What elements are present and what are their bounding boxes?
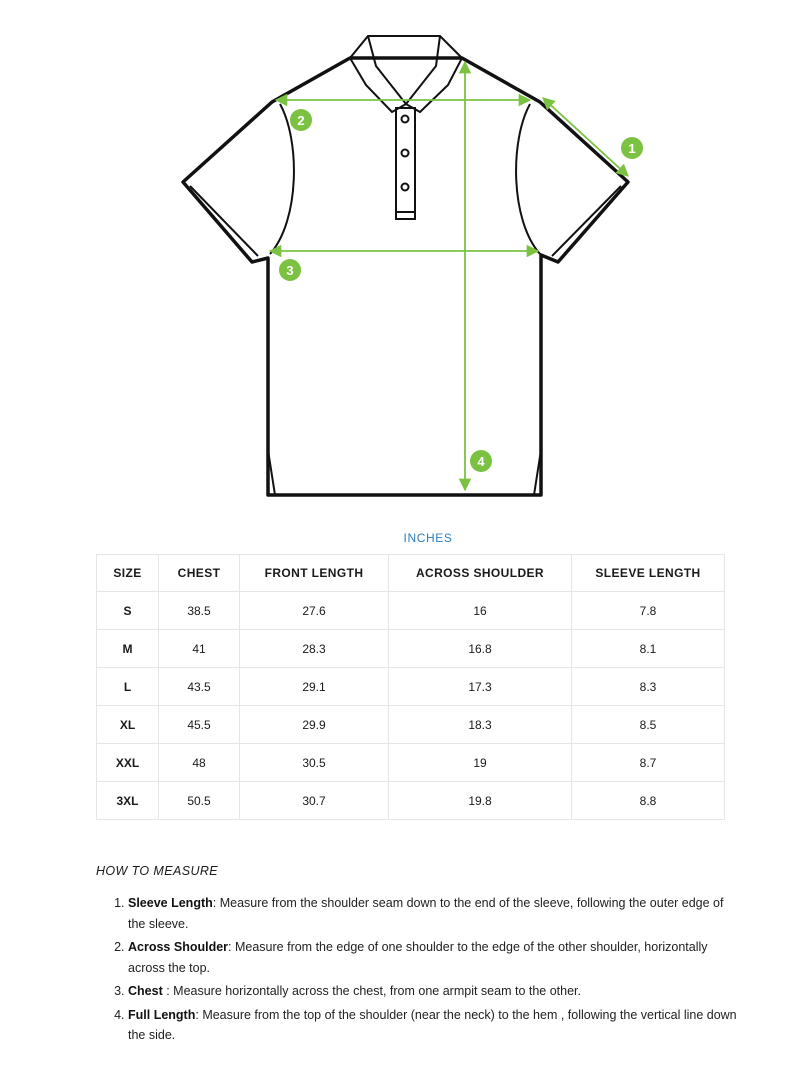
step-separator: : (162, 984, 174, 998)
table-row (97, 668, 725, 706)
polo-shirt-diagram (0, 0, 800, 520)
step-text: Measure horizontally across the chest, from one armpit seam to the other. (173, 984, 581, 998)
step-text: Measure from the edge of one shoulder to the edge of the other shoulder, horizontally across the top. (128, 940, 708, 975)
sleeve-length-arrow (543, 98, 628, 176)
table-cell: 27.6 (240, 592, 389, 630)
table-cell: 16 (389, 592, 572, 630)
table-cell: 28.3 (240, 630, 389, 668)
table-cell: 50.5 (159, 782, 240, 820)
measurement-markers (279, 109, 643, 472)
table-row (97, 744, 725, 782)
marker-4 (470, 450, 492, 472)
step-separator: : (212, 896, 220, 910)
step-separator: : (195, 1007, 203, 1022)
shirt-details (190, 36, 621, 495)
measurement-steps-list (96, 893, 738, 1049)
table-cell: 16.8 (389, 630, 572, 668)
step-term: Sleeve Length (128, 896, 213, 910)
table-cell: 8.7 (572, 744, 725, 782)
list-item (128, 893, 738, 934)
table-cell: 18.3 (389, 706, 572, 744)
step-term: Full Length (128, 1007, 196, 1022)
table-row (97, 706, 725, 744)
table-row (97, 630, 725, 668)
column-header-sleeve-length: SLEEVE LENGTH (572, 555, 725, 592)
marker-3 (279, 259, 301, 281)
table-cell: 30.7 (240, 782, 389, 820)
size-cell: S (97, 592, 159, 630)
marker-1 (621, 137, 643, 159)
svg-text:2: 2 (297, 113, 305, 128)
list-item (128, 937, 738, 978)
column-header-size: SIZE (97, 555, 159, 592)
column-header-chest: CHEST (159, 555, 240, 592)
step-separator: : (228, 940, 235, 954)
column-header-front-length: FRONT LENGTH (240, 555, 389, 592)
size-cell: L (97, 668, 159, 706)
list-item (128, 981, 738, 1002)
table-cell: 38.5 (159, 592, 240, 630)
table-cell: 29.9 (240, 706, 389, 744)
table-cell: 29.1 (240, 668, 389, 706)
shirt-outline (183, 58, 628, 495)
table-row (97, 782, 725, 820)
list-item (128, 1005, 738, 1046)
how-to-measure-heading: HOW TO MEASURE (96, 864, 219, 878)
svg-text:4: 4 (477, 454, 485, 469)
size-cell: 3XL (97, 782, 159, 820)
table-cell: 8.3 (572, 668, 725, 706)
step-text: Measure from the shoulder seam down to the end of the sleeve, following the outer edge of the sleeve. (128, 896, 724, 931)
table-cell: 30.5 (240, 744, 389, 782)
table-cell: 41 (159, 630, 240, 668)
step-text: Measure from the top of the shoulder (near the neck) to the hem , following the vertical line down the side. (128, 1007, 737, 1042)
table-cell: 43.5 (159, 668, 240, 706)
step-term: Across Shoulder (128, 940, 229, 954)
svg-text:1: 1 (628, 141, 636, 156)
step-term: Chest (128, 984, 163, 998)
table-cell: 8.8 (572, 782, 725, 820)
svg-text:3: 3 (286, 263, 294, 278)
table-cell: 8.1 (572, 630, 725, 668)
measurement-arrows (270, 62, 628, 490)
size-cell: M (97, 630, 159, 668)
table-cell: 19.8 (389, 782, 572, 820)
table-cell: 17.3 (389, 668, 572, 706)
size-chart-table (96, 554, 725, 820)
table-cell: 19 (389, 744, 572, 782)
table-header-row (97, 555, 725, 592)
table-cell: 45.5 (159, 706, 240, 744)
marker-2 (290, 109, 312, 131)
unit-label: INCHES (403, 531, 453, 545)
table-cell: 7.8 (572, 592, 725, 630)
table-row (97, 592, 725, 630)
column-header-across-shoulder: ACROSS SHOULDER (389, 555, 572, 592)
size-cell: XL (97, 706, 159, 744)
table-cell: 48 (159, 744, 240, 782)
table-cell: 8.5 (572, 706, 725, 744)
size-cell: XXL (97, 744, 159, 782)
